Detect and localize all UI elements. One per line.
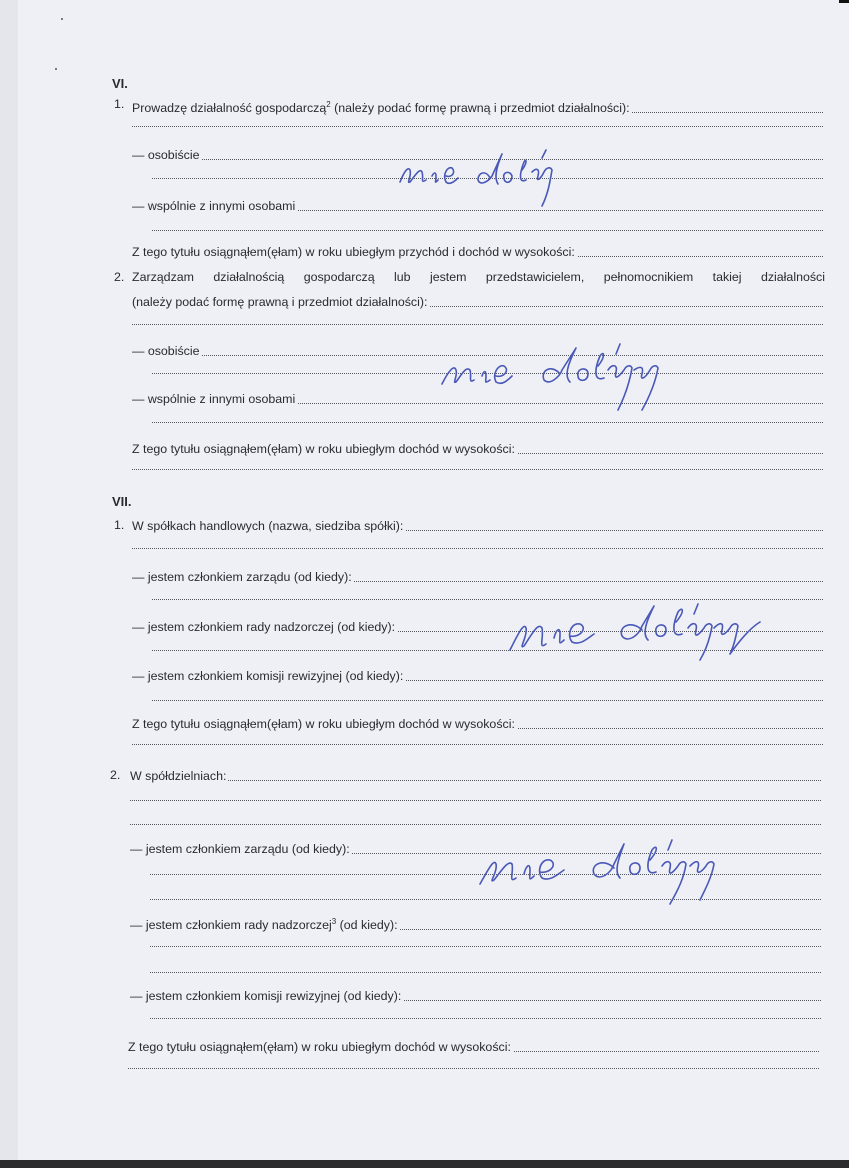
- scan-speck: [61, 18, 63, 20]
- vii-1-supervisory-label: — jestem członkiem rady nadzorczej (od kiedy):: [132, 620, 396, 634]
- vii-1-income-label: Z tego tytułu osiągnąłem(ęłam) w roku ubiegłym dochód w wysokości:: [132, 717, 515, 731]
- footnote-3: 3: [331, 917, 337, 926]
- vi-1-jointly-label: — wspólnie z innymi osobami: [132, 199, 296, 213]
- handwritten-annotation: [474, 834, 734, 908]
- fill-line: [150, 944, 821, 947]
- item-vi-2-text-line2: (należy podać formę prawną i przedmiot działalności):: [132, 295, 428, 309]
- item-vii-1-line: [132, 518, 823, 534]
- fill-line: [130, 798, 821, 801]
- item-vi-1-text: Prowadzę działalność gospodarczą: [132, 101, 327, 116]
- fill-line: [150, 1016, 821, 1019]
- item-vi-2-number: 2.: [114, 270, 125, 284]
- vi-2-jointly-label: — wspólnie z innymi osobami: [132, 392, 296, 406]
- fill-line: [132, 546, 823, 549]
- fill-line: [130, 822, 821, 825]
- vii-2-supervisory-cont: (od kiedy):: [336, 918, 398, 933]
- vi-2-personally-label: — osobiście: [132, 344, 200, 358]
- vii-2-audit-line: [130, 988, 821, 1004]
- vi-2-income-line: [132, 441, 823, 457]
- vii-2-income-line: [128, 1039, 819, 1055]
- vii-1-board-line: [132, 569, 823, 585]
- vii-1-audit-label: — jestem członkiem komisji rewizyjnej (od kiedy):: [132, 669, 404, 683]
- vii-1-income-line: [132, 716, 823, 732]
- fill-line: [152, 698, 823, 701]
- item-vii-2-text: W spółdzielniach:: [130, 769, 227, 783]
- vi-1-personally-label: — osobiście: [132, 148, 200, 162]
- vii-2-income-label: Z tego tytułu osiągnąłem(ęłam) w roku ubiegłym dochód w wysokości:: [128, 1040, 511, 1054]
- vii-2-audit-label: — jestem członkiem komisji rewizyjnej (od kiedy):: [130, 989, 402, 1003]
- item-vi-1-text-cont: (należy podać formę prawną i przedmiot działalności):: [330, 101, 630, 116]
- fill-line: [128, 1066, 819, 1069]
- vii-2-supervisory-label: — jestem członkiem rady nadzorczej: [130, 918, 332, 933]
- section-vii-heading: VII.: [112, 494, 132, 509]
- scan-corner-mark: [839, 0, 849, 3]
- fill-line: [132, 742, 823, 745]
- handwritten-annotation: [436, 340, 676, 414]
- vii-2-board-label: — jestem członkiem zarządu (od kiedy):: [130, 842, 350, 856]
- item-vi-2-line2: [132, 294, 823, 310]
- section-vi-heading: VI.: [112, 76, 128, 91]
- vi-1-income-line: [132, 244, 823, 260]
- handwritten-annotation: [392, 148, 592, 210]
- fill-line: [132, 322, 823, 325]
- vi-2-income-label: Z tego tytułu osiągnąłem(ęłam) w roku ubiegłym dochód w wysokości:: [132, 442, 515, 456]
- item-vi-2-text: Zarządzam działalnością gospodarczą lub jestem przedstawicielem, pełnomocnikiem takiej działalności: [132, 270, 825, 284]
- fill-line: [150, 970, 821, 973]
- vii-2-supervisory-line: [130, 914, 821, 933]
- handwritten-annotation: [504, 600, 766, 662]
- fill-line: [152, 420, 823, 423]
- item-vi-1-line: [132, 97, 823, 116]
- fill-line: [132, 467, 823, 470]
- vi-1-income-label: Z tego tytułu osiągnąłem(ęłam) w roku ubiegłym przychód i dochód w wysokości:: [132, 245, 575, 259]
- item-vii-1-number: 1.: [114, 518, 125, 532]
- page-margin: [0, 0, 18, 1160]
- item-vii-2-line: [130, 768, 821, 784]
- item-vii-2-number: 2.: [110, 768, 121, 782]
- item-vi-1-number: 1.: [114, 97, 125, 111]
- vii-1-board-label: — jestem członkiem zarządu (od kiedy):: [132, 570, 352, 584]
- item-vii-1-text: W spółkach handlowych (nazwa, siedziba spółki):: [132, 519, 404, 533]
- vii-1-audit-line: [132, 668, 823, 684]
- fill-line: [152, 228, 823, 231]
- footnote-2: 2: [326, 100, 331, 109]
- scan-speck: [55, 68, 57, 70]
- fill-line: [132, 124, 823, 127]
